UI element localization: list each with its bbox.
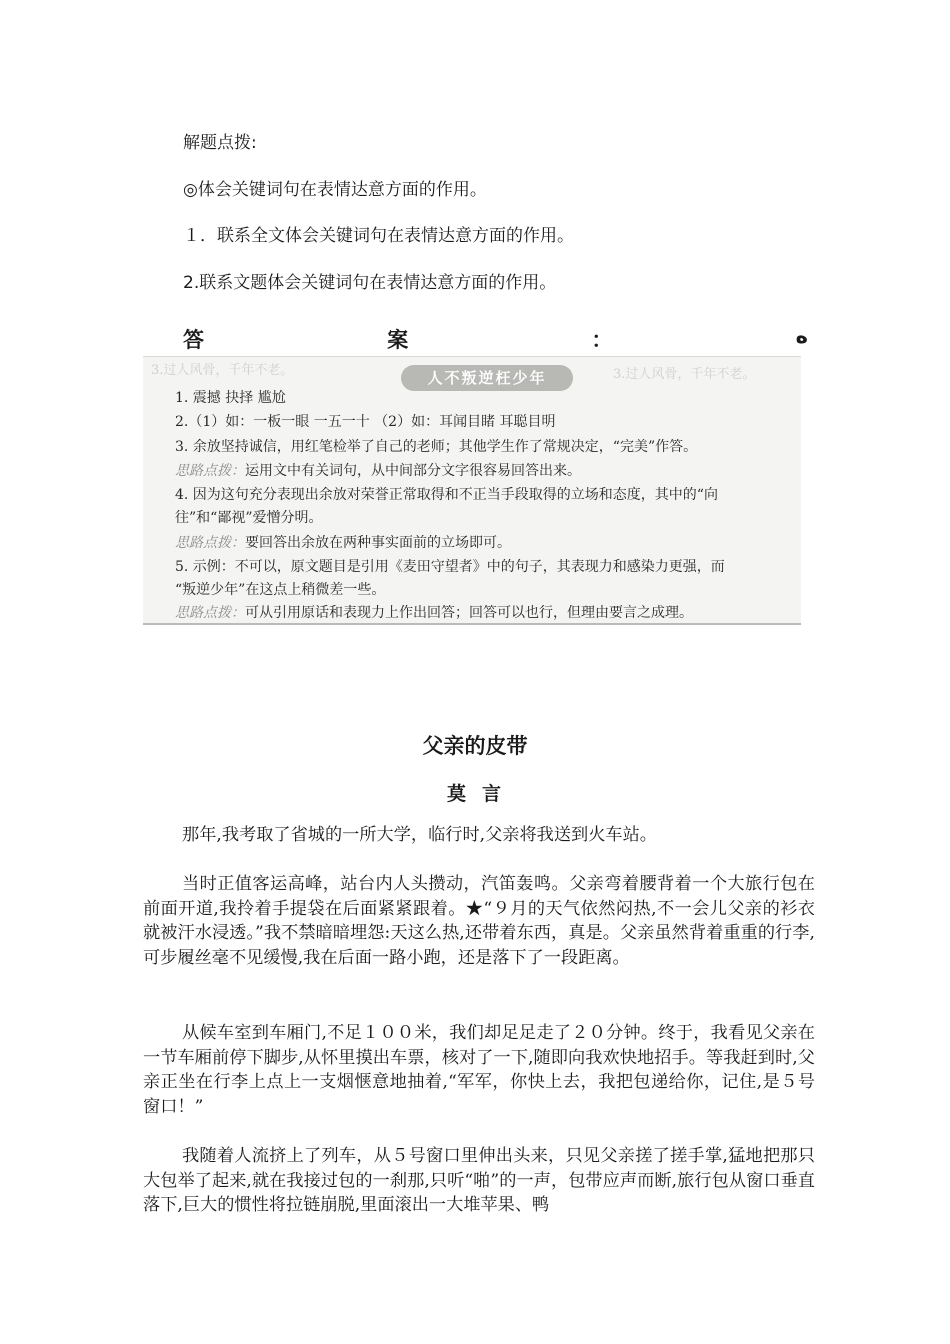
answer-line: 2.（1）如：一板一眼 一五一十 （2）如：耳闻目睹 耳聪目明 [175,414,556,430]
story-title: 父亲的皮带 [422,734,528,758]
tip-text: 运用文中有关词句，从中间部分文字很容易回答出来。 [245,463,581,479]
answer-char: 答 [183,328,204,352]
author-char: 莫 [446,783,468,805]
faded-text: 3.过人风骨，千年不老。 [151,363,294,378]
tip-text: 可从引用原话和表现力上作出回答；回答可以也行，但理由要言之成理。 [245,605,693,621]
tip-label: 思路点拨： [175,535,245,551]
story-paragraph: 我随着人流挤上了列车，从５号窗口里伸出头来，只见父亲搓了搓手掌,猛地把那只大包举了起来,就在我接过包的一刹那,只听“啪”的一声，包带应声而断,旅行包从窗口垂直落下,巨大的惯性将拉链崩脱,里面滚出一大堆苹果、鸭 [143,1146,815,1215]
hint-item: 2.联系文题体会关键词句在表情达意方面的作用。 [183,273,557,293]
answer-line: 往”和“鄙视”爱憎分明。 [175,510,323,526]
answer-line: 3. 余放坚持诚信，用红笔检举了自己的老师；其他学生作了常规决定，“完美”作答。 [175,439,698,455]
tip-label: 思路点拨： [175,463,245,479]
answer-tip-line [175,460,581,480]
story-author [0,779,950,806]
answer-tip-line [175,532,511,552]
answer-label [183,324,808,354]
story-paragraph: 当时正值客运高峰，站台内人头攒动，汽笛轰鸣。父亲弯着腰背着一个大旅行包在前面开道,我拎着手提袋在后面紧紧跟着。★“９月的天气依然闷热,不一会儿父亲的衫衣就被汗水浸透。”我不禁暗暗埋怨:天这么热,还带着东西，真是。父亲虽然背着重重的行李,可步履丝毫不见缓慢,我在后面一路小跑，还是落下了一段距离。 [143,874,815,968]
answer-tip-line [175,602,693,622]
tip-text: 要回答出余放在两种事实面前的立场即可。 [245,535,511,551]
answer-char: ： [591,328,613,352]
answer-char: 案 [387,328,409,352]
answer-line: 5. 示例：不可以，原文题目是引用《麦田守望者》中的句子，其表现力和感染力更强，而 [175,559,725,575]
answer-line: 1. 震撼 抉择 尴尬 [175,390,286,406]
hint-item: １．联系全文体会关键词句在表情达意方面的作用。 [183,226,574,246]
story-paragraph: 那年,我考取了省城的一所大学，临行时,父亲将我送到火车站。 [182,825,657,845]
faded-text: 3.过人风骨，千年不老。 [613,367,756,382]
story-paragraph: 从候车室到车厢门,不足１００米，我们却足足走了２０分钟。终于，我看见父亲在一节车厢前停下脚步,从怀里摸出车票，核对了一下,随即向我欢快地招手。等我赶到时,父亲正坐在行李上点上一支烟惬意地抽着,“军军，你快上去，我把包递给你，记住,是５号窗口！” [143,1023,815,1117]
answer-badge: 人不叛逆枉少年 [401,365,573,391]
answer-scan-image [143,356,801,625]
answer-line: 4. 因为这句充分表现出余放对荣誉正常取得和不正当手段取得的立场和态度，其中的“向 [175,487,718,503]
hints-heading: 解题点拨: [183,133,257,153]
tip-label: 思路点拨： [175,605,245,621]
author-char: 言 [482,783,504,805]
hint-item: ◎体会关键词句在表情达意方面的作用。 [183,180,487,200]
answer-char: ه [795,324,808,348]
answer-line: “叛逆少年”在这点上稍微差一些。 [175,582,386,598]
